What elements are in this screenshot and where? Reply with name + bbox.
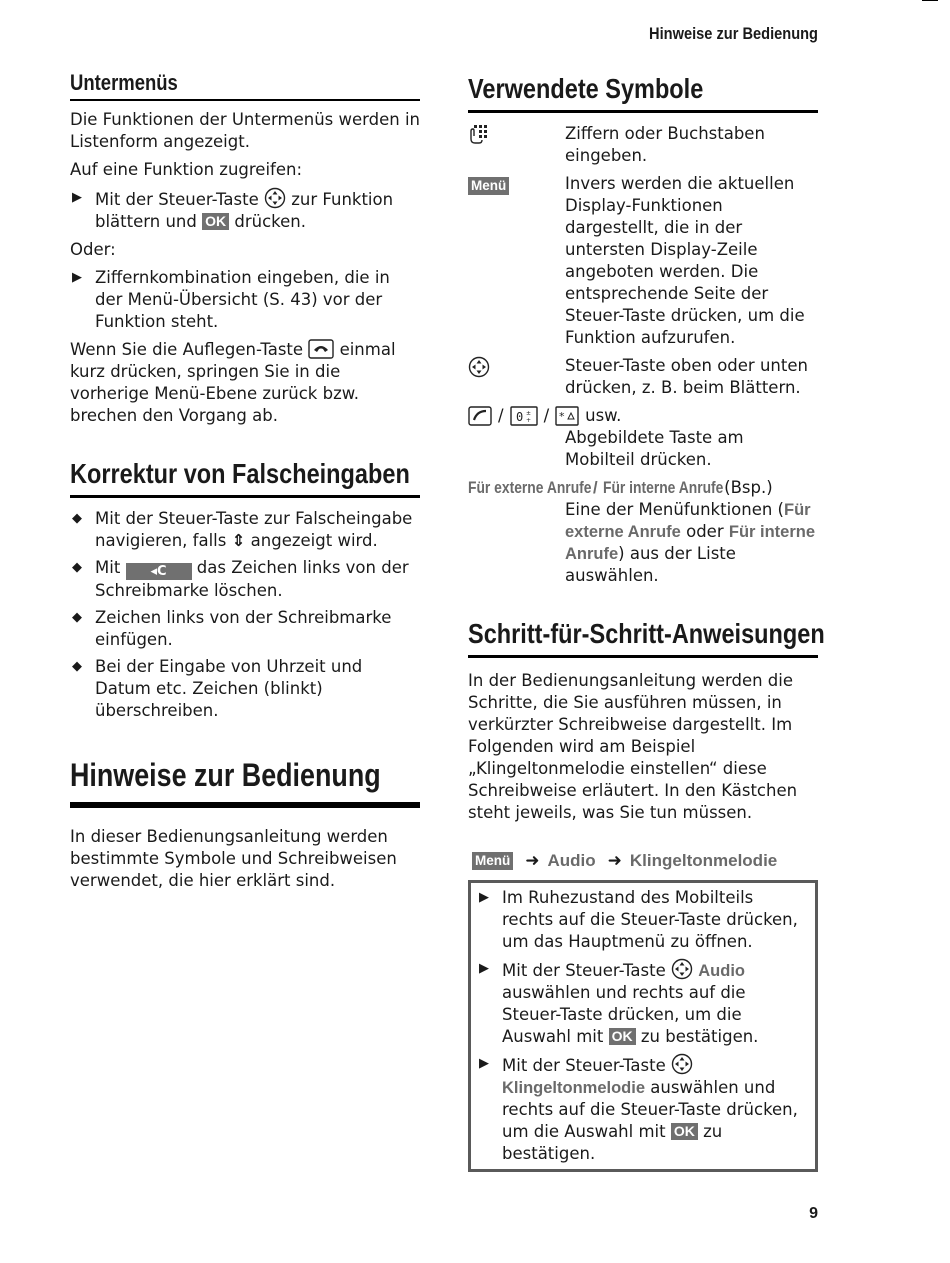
call-key-icon <box>468 406 492 426</box>
ok-key-label: OK <box>202 213 229 230</box>
symbol-row: Ziffern oder Buchstaben eingeben. <box>468 123 818 167</box>
list-item: ▶ Ziffernkombination eingeben, die in der Menü-Übersicht (S. 43) vor der Funktion steht. <box>72 268 390 331</box>
menu-path: Menü ➜ Audio ➜ Klingeltonmelodie <box>472 850 818 872</box>
left-column <box>70 66 420 898</box>
corner-mark <box>922 0 938 1</box>
keypad-icon <box>468 124 488 144</box>
heading-schritt: Schritt-für-Schritt-Anweisungen <box>468 611 818 658</box>
arrow-right-icon: ➜ <box>525 851 540 871</box>
symbol-table <box>468 123 818 587</box>
triangle-bullet-icon: ▶ <box>72 270 82 285</box>
symbol-row: Abgebildete Taste am Mobilteil drücken. <box>565 428 744 469</box>
list-item: ◆ Bei der Eingabe von Uhrzeit und Datum etc. Zeichen (blinkt) überschreiben. <box>72 657 363 720</box>
triangle-bullet-icon: ▶ <box>479 961 489 976</box>
korrektur-list <box>70 508 420 722</box>
list-item: ▶ Mit der Steuer-Taste zur Funktion blättern und OK drücken. <box>70 187 420 233</box>
menu-key-label: Menü <box>468 177 509 195</box>
diamond-bullet-icon: ◆ <box>72 511 82 526</box>
list-item: ▶ Mit der Steuer-Taste Klingeltonmelodie auswählen und rechts auf die Steuer-Taste drücken, um die Auswahl mit OK zu bestätigen. <box>477 1053 809 1165</box>
symbol-row-menu-example: Für externe Anrufe/ Für interne Anrufe(Bsp.) <box>468 478 773 497</box>
instruction-box <box>468 880 818 1172</box>
triangle-bullet-icon: ▶ <box>72 190 82 205</box>
arrow-right-icon: ➜ <box>607 851 622 871</box>
untermenus-oder: Oder: <box>70 240 116 259</box>
heading-hinweise: Hinweise zur Bedienung <box>70 746 420 808</box>
hinweise-intro: In dieser Bedienungsanleitung werden bestimmte Symbole und Schreibweisen verwendet, die hier erklärt sind. <box>70 827 397 890</box>
untermenus-steps-2 <box>70 267 420 333</box>
symbol-row-keys: / 0 ± + / * usw. <box>468 405 818 427</box>
svg-text:+: + <box>525 417 531 424</box>
list-item: ▶ Im Ruhezustand des Mobilteils rechts auf die Steuer-Taste drücken, um das Hauptmenü zu öffnen. <box>479 888 798 951</box>
menu-func-ext: Für externe Anrufe <box>468 479 592 497</box>
menu-key-label: Menü <box>472 852 513 870</box>
running-header: Hinweise zur Bedienung <box>649 24 818 43</box>
untermenus-intro: Die Funktionen der Untermenüs werden in Listenform angezeigt. <box>70 110 420 151</box>
list-item: ◆ Mit ◂C das Zeichen links von der Schreibmarke löschen. <box>72 558 409 600</box>
triangle-bullet-icon: ▶ <box>479 1056 489 1071</box>
updown-arrow-icon: ⇕ <box>231 531 246 550</box>
diamond-bullet-icon: ◆ <box>72 610 82 625</box>
ok-key-label: OK <box>609 1028 636 1045</box>
ok-key-label: OK <box>671 1123 698 1140</box>
untermenus-steps <box>70 187 420 233</box>
symbol-row: Eine der Menüfunktionen (Für externe Anrufe oder Für interne Anrufe) aus der Liste auswählen. <box>565 500 816 585</box>
diamond-bullet-icon: ◆ <box>72 659 82 674</box>
list-item: ▶ Mit der Steuer-Taste Audio auswählen und rechts auf die Steuer-Taste drücken, um die Auswahl mit OK zu bestätigen. <box>477 958 809 1048</box>
svg-text:±: ± <box>525 410 531 417</box>
menu-func-int: Für interne Anrufe <box>602 479 724 497</box>
end-call-key-icon <box>308 339 334 359</box>
star-key-icon <box>555 406 579 426</box>
nav-key-icon <box>468 356 490 378</box>
schritt-intro: In der Bedienungsanleitung werden die Schritte, die Sie ausführen müssen, in verkürzter Schreibweise dargestellt. Im Folgenden wird am Beispiel „Klingeltonmelodie einstellen“ diese Schreibweise erläutert. In den Kästchen steht jeweils, was Sie tun müssen. <box>468 671 798 822</box>
list-item: ◆ Zeichen links von der Schreibmarke einfügen. <box>72 608 392 649</box>
nav-key-icon <box>671 958 693 980</box>
page-number: 9 <box>809 1205 818 1222</box>
svg-text:*: * <box>559 410 565 423</box>
nav-key-icon <box>264 187 286 209</box>
delete-key-label: ◂C <box>126 563 192 580</box>
nav-key-icon <box>671 1053 693 1075</box>
instruction-list <box>477 887 809 1165</box>
symbol-row: Steuer-Taste oben oder unten drücken, z. B. beim Blättern. <box>468 355 818 399</box>
untermenus-hangup: Wenn Sie die Auflegen-Taste einmal kurz drücken, springen Sie in die vorherige Menü-Ebene zurück bzw. brechen den Vorgang ab. <box>70 340 396 425</box>
symbol-row: Menü Invers werden die aktuellen Display-Funktionen dargestellt, die in der untersten Display-Zeile angeboten werden. Die entsprechende Seite der Steuer-Taste drücken, um die Funktion aufzurufen. <box>468 173 818 349</box>
list-item: ◆ Mit der Steuer-Taste zur Falscheingabe navigieren, falls ⇕ angezeigt wird. <box>72 509 413 550</box>
heading-symbole: Verwendete Symbole <box>468 66 818 113</box>
heading-untermenus: Untermenüs <box>70 66 420 101</box>
untermenus-access: Auf eine Funktion zugreifen: <box>70 160 303 179</box>
heading-korrektur: Korrektur von Falscheingaben <box>70 451 420 498</box>
right-column <box>468 66 825 1172</box>
diamond-bullet-icon: ◆ <box>72 560 82 575</box>
zero-key-icon <box>510 406 538 426</box>
svg-text:0: 0 <box>515 410 523 424</box>
triangle-bullet-icon: ▶ <box>479 890 489 905</box>
